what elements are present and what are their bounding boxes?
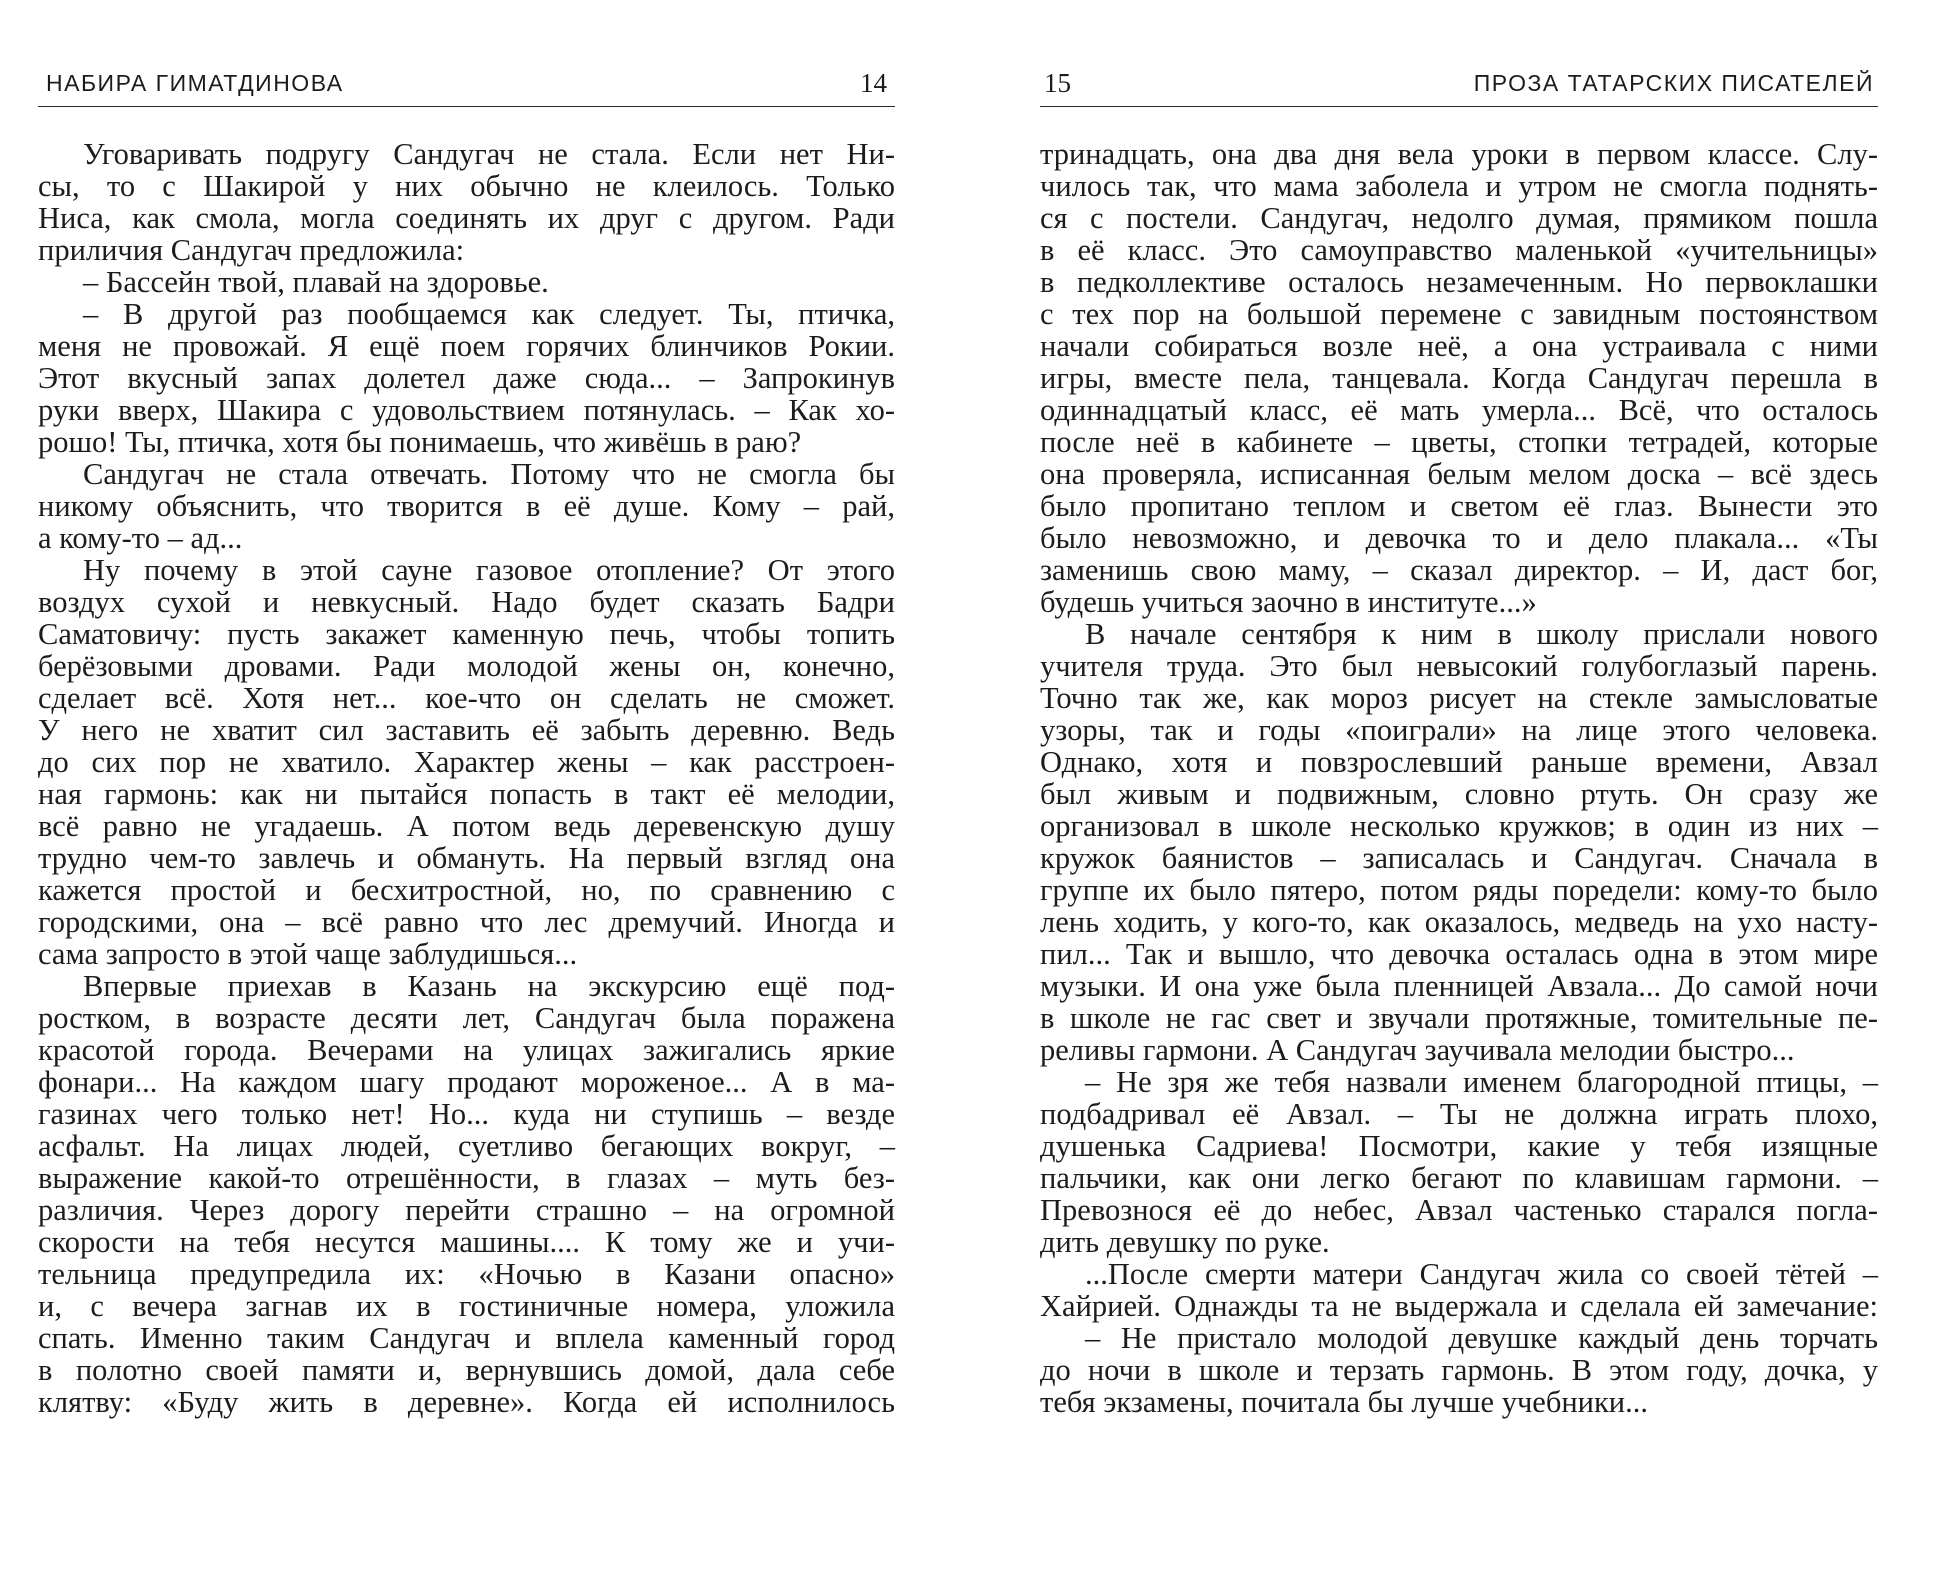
text-line: ростком, в возрасте десяти лет, Сандугач была поражена: [38, 1001, 895, 1035]
page-number-right: 15: [1044, 68, 1071, 98]
text-line: Уговаривать подругу Сандугач не стала. Если нет Ни-: [83, 137, 895, 171]
text-line: она проверяла, исписанная белым мелом доска – всё здесь: [1040, 457, 1878, 491]
text-line: воздух сухой и невкусный. Надо будет сказать Бадри: [38, 585, 895, 619]
text-line: дить девушку по руке.: [1040, 1225, 1330, 1259]
text-line: одиннадцатый класс, её мать умерла... Всё, что осталось: [1040, 393, 1878, 427]
text-line: музыки. И она уже была пленницей Авзала... До самой ночи: [1040, 969, 1878, 1003]
right-page-text: [1040, 138, 1878, 1418]
running-title-left: НАБИРА ГИМАТДИНОВА: [46, 70, 344, 96]
left-page-text: [38, 138, 895, 1418]
text-line: Превознося её до небес, Авзал частенько старался погла-: [1040, 1193, 1878, 1227]
text-line: красотой города. Вечерами на улицах зажигались яркие: [38, 1033, 895, 1067]
page-number-left: 14: [860, 68, 887, 98]
text-line: трудно чем-то завлечь и обмануть. На первый взгляд она: [38, 841, 895, 875]
text-line: в полотно своей памяти и, вернувшись домой, дала себе: [38, 1353, 895, 1387]
text-line: было пропитано теплом и светом её глаз. Вынести это: [1040, 489, 1878, 523]
text-line: в школе не гас свет и звучали протяжные, томительные пе-: [1040, 1001, 1878, 1035]
text-line: – Бассейн твой, плавай на здоровье.: [83, 265, 549, 299]
text-line: группе их было пятеро, потом ряды поредели: кому-то было: [1040, 873, 1878, 907]
text-line: всё равно не угадаешь. А потом ведь деревенскую душу: [38, 809, 895, 843]
text-line: кажется простой и бесхитростной, но, по сравнению с: [38, 873, 895, 907]
text-line: с тех пор на большой перемене с завидным постоянством: [1040, 297, 1878, 331]
text-line: после неё в кабинете – цветы, стопки тетрадей, которые: [1040, 425, 1878, 459]
text-line: чилось так, что мама заболела и утром не смогла поднять-: [1040, 169, 1878, 203]
text-line: тринадцать, она два дня вела уроки в первом классе. Слу-: [1040, 137, 1878, 171]
text-line: Этот вкусный запах долетел даже сюда... – Запрокинув: [38, 361, 895, 395]
text-line: никому объяснить, что творится в её душе. Кому – рай,: [38, 489, 895, 523]
text-line: Ниса, как смола, могла соединять их друг с другом. Ради: [38, 201, 895, 235]
text-line: фонари... На каждом шагу продают мороженое... А в ма-: [38, 1065, 895, 1099]
text-line: газинах чего только нет! Но... куда ни ступишь – везде: [38, 1097, 895, 1131]
text-line: было невозможно, и девочка то и дело плакала... «Ты: [1040, 521, 1878, 555]
text-line: до сих пор не хватило. Характер жены – как расстроен-: [38, 745, 895, 779]
text-line: игры, вместе пела, танцевала. Когда Сандугач перешла в: [1040, 361, 1878, 395]
text-line: Однако, хотя и повзрослевший раньше времени, Авзал: [1040, 745, 1878, 779]
text-line: и, с вечера загнав их в гостиничные номера, уложила: [38, 1289, 895, 1323]
text-line: до ночи в школе и терзать гармонь. В этом году, дочка, у: [1040, 1353, 1878, 1387]
text-line: У него не хватит сил заставить её забыть деревню. Ведь: [38, 713, 895, 747]
text-line: сделает всё. Хотя нет... кое-что он сделать не сможет.: [38, 681, 895, 715]
text-line: кружок баянистов – записалась и Сандугач. Сначала в: [1040, 841, 1878, 875]
text-line: пил... Так и вышло, что девочка осталась одна в этом мире: [1040, 937, 1878, 971]
text-line: будешь учиться заочно в институте...»: [1040, 585, 1537, 619]
running-head-left: [38, 64, 895, 107]
text-line: тебя экзамены, почитала бы лучше учебники...: [1040, 1385, 1649, 1419]
text-line: заменишь свою маму, – сказал директор. – И, даст бог,: [1040, 553, 1878, 587]
running-head-right: [1040, 64, 1878, 107]
text-line: тельница предупредила их: «Ночью в Казани опасно»: [38, 1257, 895, 1291]
text-line: В начале сентября к ним в школу прислали нового: [1085, 617, 1878, 651]
text-line: асфальт. На лицах людей, суетливо бегающих вокруг, –: [38, 1129, 895, 1163]
text-line: Саматовичу: пусть закажет каменную печь, чтобы топить: [38, 617, 895, 651]
text-line: реливы гармони. А Сандугач заучивала мелодии быстро...: [1040, 1033, 1795, 1067]
text-line: клятву: «Буду жить в деревне». Когда ей исполнилось: [38, 1385, 895, 1419]
text-line: берёзовыми дровами. Ради молодой жены он, конечно,: [38, 649, 895, 683]
text-line: ся с постели. Сандугач, недолго думая, прямиком пошла: [1040, 201, 1878, 235]
text-line: городскими, она – всё равно что лес дремучий. Иногда и: [38, 905, 895, 939]
text-line: в её класс. Это самоуправство маленькой «учительницы»: [1040, 233, 1878, 267]
text-line: душенька Садриева! Посмотри, какие у тебя изящные: [1040, 1129, 1878, 1163]
text-line: был живым и подвижным, словно ртуть. Он сразу же: [1040, 777, 1878, 811]
text-line: Хайрией. Однажды та не выдержала и сделала ей замечание:: [1040, 1289, 1878, 1323]
text-line: Впервые приехав в Казань на экскурсию ещё под-: [83, 969, 895, 1003]
text-line: – Не пристало молодой девушке каждый день торчать: [1085, 1321, 1878, 1355]
text-line: а кому-то – ад...: [38, 521, 243, 555]
running-title-right: ПРОЗА ТАТАРСКИХ ПИСАТЕЛЕЙ: [1473, 70, 1874, 96]
text-line: лень ходить, у кого-то, как оказалось, медведь на ухо насту-: [1040, 905, 1878, 939]
text-line: сы, то с Шакирой у них обычно не клеилось. Только: [38, 169, 895, 203]
text-line: спать. Именно таким Сандугач и вплела каменный город: [38, 1321, 895, 1355]
text-line: различия. Через дорогу перейти страшно – на огромной: [38, 1193, 895, 1227]
text-line: – Не зря же тебя назвали именем благородной птицы, –: [1085, 1065, 1878, 1099]
text-line: – В другой раз пообщаемся как следует. Ты, птичка,: [83, 297, 895, 331]
text-line: ная гармонь: как ни пытайся попасть в такт её мелодии,: [38, 777, 895, 811]
text-line: в педколлективе осталось незамеченным. Но первоклашки: [1040, 265, 1878, 299]
text-line: начали собираться возле неё, а она устраивала с ними: [1040, 329, 1878, 363]
text-line: Ну почему в этой сауне газовое отопление? От этого: [83, 553, 895, 587]
text-line: сама запросто в этой чаще заблудишься...: [38, 937, 578, 971]
text-line: учителя труда. Это был невысокий голубоглазый парень.: [1040, 649, 1878, 683]
text-line: узоры, так и годы «поиграли» на лице этого человека.: [1040, 713, 1878, 747]
text-line: пальчики, как они легко бегают по клавишам гармони. –: [1040, 1161, 1878, 1195]
text-line: приличия Сандугач предложила:: [38, 233, 465, 267]
text-line: Точно так же, как мороз рисует на стекле замысловатые: [1040, 681, 1878, 715]
text-line: скорости на тебя несутся машины.... К тому же и учи-: [38, 1225, 895, 1259]
text-line: выражение какой-то отрешённости, в глазах – муть без-: [38, 1161, 895, 1195]
text-line: меня не провожай. Я ещё поем горячих блинчиков Рокии.: [38, 329, 895, 363]
text-line: подбадривал её Авзал. – Ты не должна играть плохо,: [1040, 1097, 1878, 1131]
text-line: Сандугач не стала отвечать. Потому что не смогла бы: [83, 457, 895, 491]
text-line: рошо! Ты, птичка, хотя бы понимаешь, что живёшь в раю?: [38, 425, 802, 459]
text-line: ...После смерти матери Сандугач жила со своей тётей –: [1085, 1257, 1878, 1291]
text-line: организовал в школе несколько кружков; в один из них –: [1040, 809, 1878, 843]
text-line: руки вверх, Шакира с удовольствием потянулась. – Как хо-: [38, 393, 895, 427]
